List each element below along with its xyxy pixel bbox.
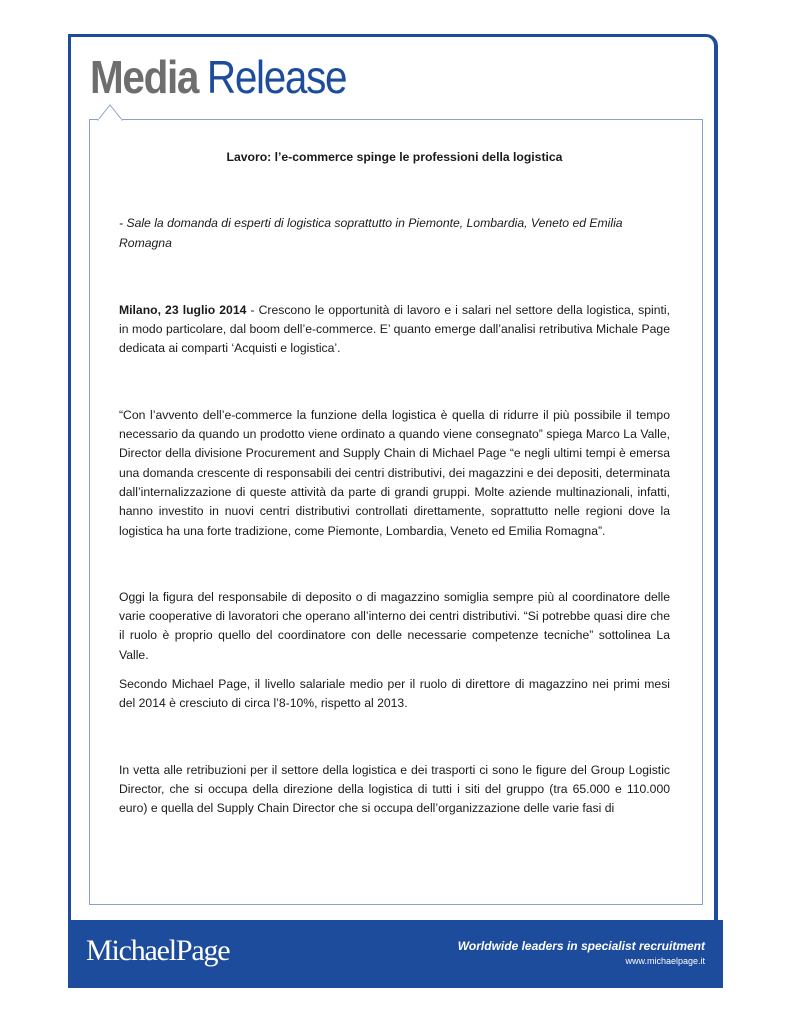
footer-bar	[68, 920, 723, 988]
article-body	[119, 140, 670, 819]
quote-paragraph: “Con l’avvento dell’e-commerce la funzione della logistica è quella di ridurre il più possibile il tempo necessario da quando un prodotto viene ordinato a quando viene consegnato” spiega Marco La Valle, Director della divisione Procurement and Supply Chain di Michael Page “e negli ultimi tempi è emersa una domanda crescente di responsabili dei centri distributivi, dei magazzini e dei depositi, determinata dall’internalizzazione di queste attività da parte di grandi gruppi. Molte aziende multinazionali, infatti, hanno investito in nuovi centri distributivi controllati direttamente, soprattutto nelle regioni dove la logistica ha una forte tradizione, come Piemonte, Lombardia, Veneto ed Emilia Romagna”.	[119, 407, 670, 538]
callout-notch	[98, 104, 122, 120]
salary-paragraph: Secondo Michael Page, il livello salariale medio per il ruolo di direttore di magazzino nei primi mesi del 2014 è cresciuto di circa l’8-10%, rispetto al 2013.	[119, 677, 670, 711]
footer-website: www.michaelpage.it	[625, 956, 705, 966]
title-bold-word: Media	[90, 51, 199, 103]
article-subhead: - Sale la domanda di esperti di logistica soprattutto in Piemonte, Lombardia, Veneto ed Emilia Romagna	[119, 216, 623, 250]
dateline: Milano, 23 luglio 2014	[119, 302, 247, 317]
title-regular-word: Release	[206, 51, 347, 103]
top-salaries-paragraph: In vetta alle retribuzioni per il settore della logistica e dei trasporti ci sono le figure del Group Logistic Director, che si occupa della direzione della logistica di tutti i siti del gruppo (tra 65.000 e 110.000 euro) e quella del Supply Chain Director che si occupa dell’organizzazione delle varie fasi di	[119, 762, 670, 816]
michael-page-logo: MichaelPage	[86, 934, 230, 967]
intro-text: - Crescono le opportunità di lavoro e i salari nel settore della logistica, spinti, in modo particolare, dal boom dell’e-commerce. E’ quanto emerge dall’analisi retributiva Michale Page dedicata ai comparti ‘Acquisti e logistica’.	[119, 302, 671, 356]
intro-paragraph	[119, 301, 670, 359]
role-paragraph: Oggi la figura del responsabile di deposito o di magazzino somiglia sempre più al coordinatore delle varie cooperative di lavoratori che operano all’interno dei centri distributivi. “Si potrebbe quasi dire che il ruolo è proprio quello del coordinatore con delle necessarie competenze tecniche” sottolinea La Valle.	[119, 589, 670, 662]
media-release-title	[90, 50, 346, 104]
article-headline: Lavoro: l’e-commerce spinge le professioni della logistica	[226, 150, 563, 164]
footer-tagline: Worldwide leaders in specialist recruitment	[457, 939, 705, 953]
